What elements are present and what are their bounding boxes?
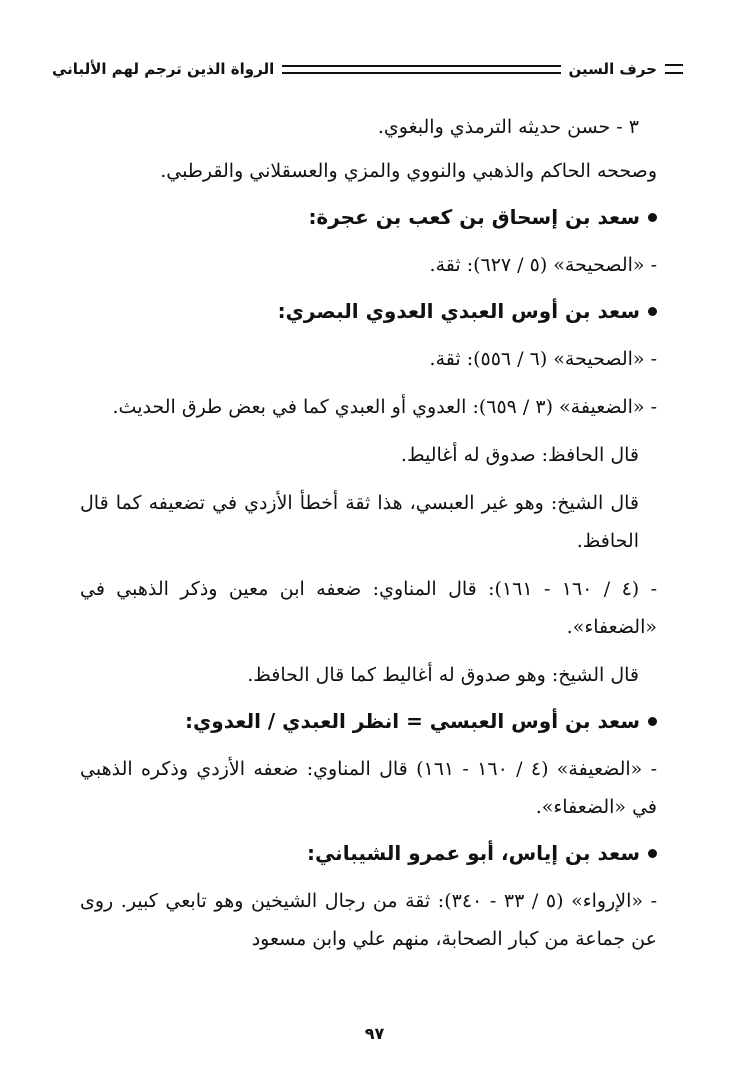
paragraph: - (٤ / ١٦٠ - ١٦١): قال المناوي: ضعفه ابن معين وذكر الذهبي في «الضعفاء». (80, 578, 657, 638)
paragraph: قال الشيخ: وهو صدوق له أغاليط كما قال الحافظ. (247, 664, 639, 686)
narrator-name: سعد بن أوس العبسي = انظر العبدي / العدوي: (184, 709, 640, 733)
paragraph: ٣ - حسن حديثه الترمذي والبغوي. (377, 116, 639, 138)
book-title: الرواة الذين ترجم لهم الألباني (52, 60, 275, 78)
header-rule (282, 65, 560, 74)
running-header (52, 56, 683, 82)
paragraph: وصححه الحاكم والذهبي والنووي والمزي والعسقلاني والقرطبي. (160, 160, 657, 182)
bullet-icon (648, 717, 657, 726)
narrator-name: سعد بن أوس العبدي العدوي البصري: (277, 299, 640, 323)
chapter-title: حرف السين (568, 60, 657, 78)
paragraph: - «الضعيفة» (٤ / ١٦٠ - ١٦١) قال المناوي: ضعفه الأزدي وذكره الذهبي في «الضعفاء». (80, 758, 658, 818)
narrator-heading (80, 294, 657, 328)
page-body (80, 108, 657, 968)
paragraph: - «الصحيحة» (٥ / ٦٢٧): ثقة. (429, 254, 657, 276)
paragraph: - «الضعيفة» (٣ / ٦٥٩): العدوي أو العبدي كما في بعض طرق الحديث. (112, 396, 657, 418)
header-marker (665, 64, 683, 74)
narrator-heading (80, 836, 657, 870)
paragraph: - «الإرواء» (٥ / ٣٣ - ٣٤٠): ثقة من رجال الشيخين وهو تابعي كبير. روى عن جماعة من كبار الصحابة، منهم علي وابن مسعود (80, 890, 658, 950)
paragraph: قال الشيخ: وهو غير العبسي، هذا ثقة أخطأ الأزدي في تضعيفه كما قال الحافظ. (80, 492, 639, 552)
narrator-heading (80, 200, 657, 234)
paragraph: قال الحافظ: صدوق له أغاليط. (400, 444, 639, 466)
narrator-name: سعد بن إياس، أبو عمرو الشيباني: (306, 841, 640, 865)
narrator-name: سعد بن إسحاق بن كعب بن عجرة: (308, 205, 640, 229)
page-number: ٩٧ (364, 1024, 385, 1043)
narrator-heading (80, 704, 657, 738)
bullet-icon (648, 307, 657, 316)
bullet-icon (648, 849, 657, 858)
bullet-icon (648, 213, 657, 222)
paragraph: - «الصحيحة» (٦ / ٥٥٦): ثقة. (429, 348, 657, 370)
